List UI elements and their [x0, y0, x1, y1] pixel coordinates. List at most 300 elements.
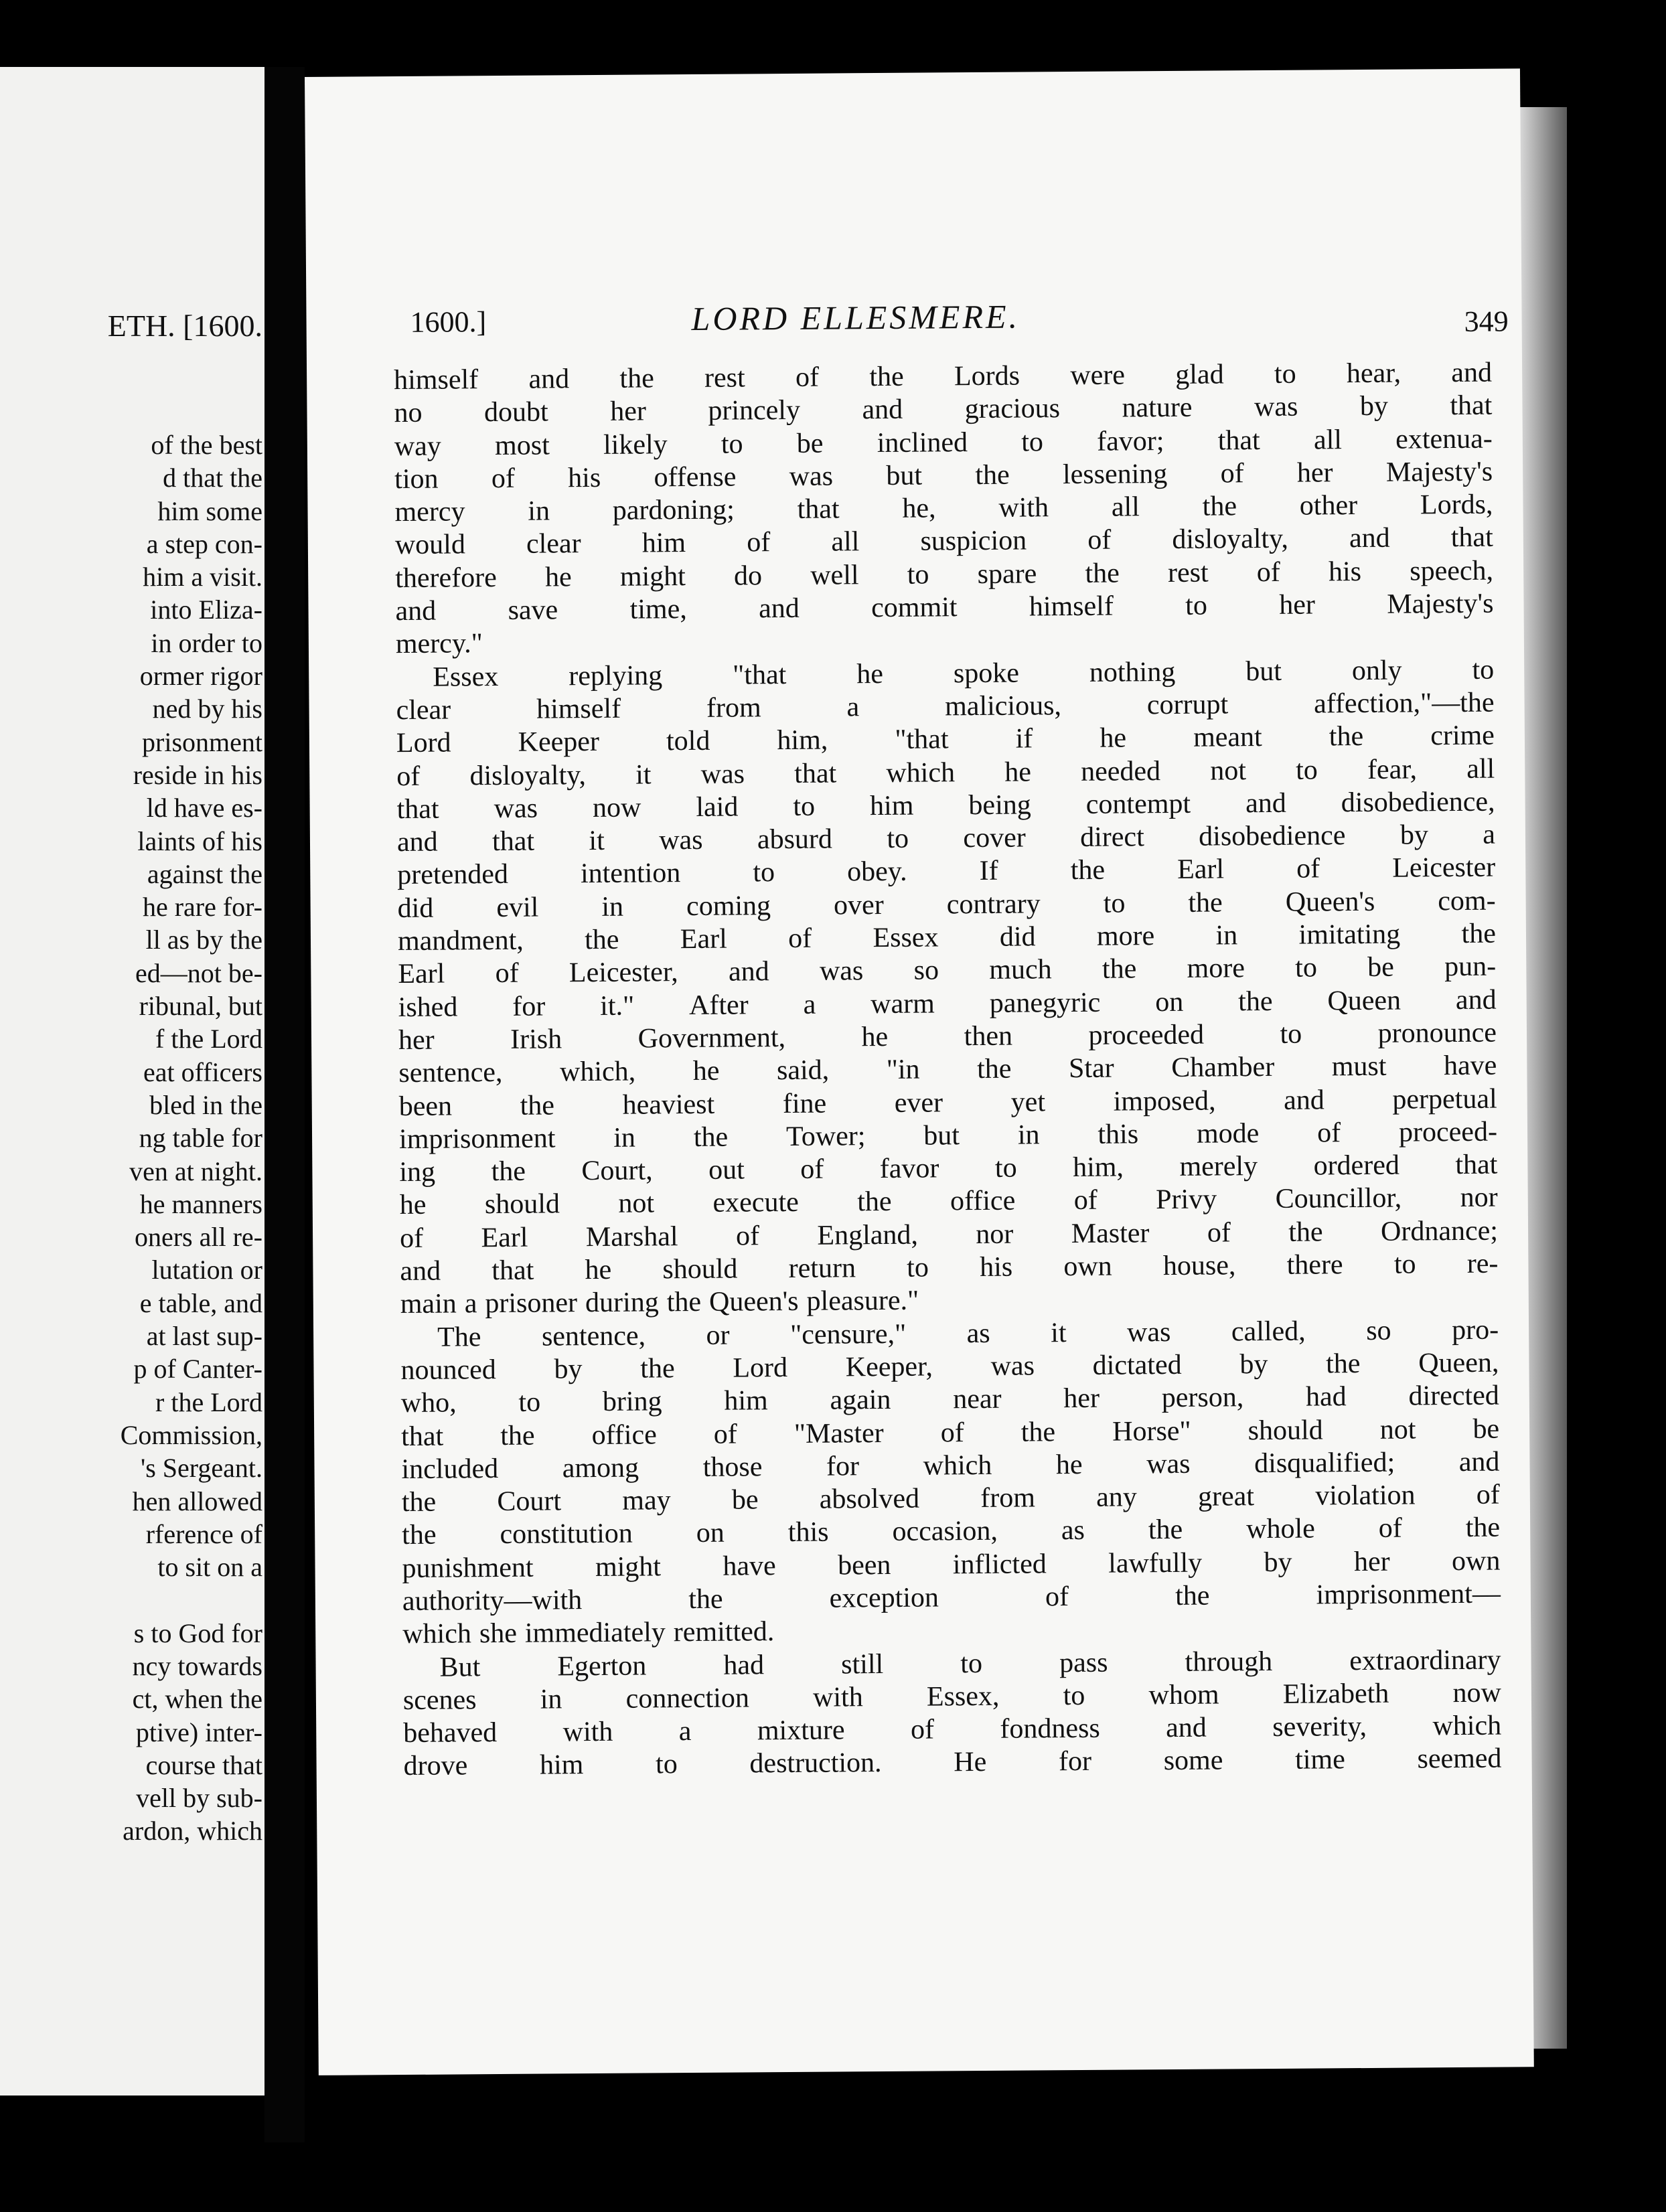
facing-page-line: ven at night.: [129, 1156, 262, 1186]
facing-page-line: oners all re-: [134, 1222, 262, 1253]
word: which: [1432, 1710, 1502, 1742]
word: own: [1063, 1251, 1112, 1283]
word: direct: [1080, 821, 1144, 854]
word: pleasure.": [806, 1285, 919, 1318]
word: still: [841, 1648, 884, 1680]
word: but: [886, 460, 923, 491]
word: and: [396, 826, 438, 858]
facing-page-line: ormer rigor: [139, 661, 262, 692]
word: dictated: [1092, 1349, 1182, 1381]
word: to: [655, 1749, 678, 1780]
word: Lords,: [1420, 489, 1493, 521]
word: corrupt: [1146, 689, 1229, 721]
word: he: [692, 1055, 720, 1087]
word: severity,: [1272, 1711, 1367, 1743]
facing-page-line: ed—not be-: [135, 957, 262, 988]
facing-page-text: [0, 428, 262, 1848]
word: the: [869, 361, 904, 393]
word: spare: [977, 558, 1037, 590]
word: "censure,": [789, 1318, 907, 1350]
word: nor: [1460, 1182, 1498, 1214]
word: of: [491, 463, 516, 494]
word: Earl: [398, 958, 445, 990]
word: that: [396, 793, 439, 825]
word: a: [846, 692, 860, 723]
word: great: [1197, 1481, 1255, 1512]
word: all: [1111, 491, 1140, 523]
facing-page-line: he manners: [139, 1188, 262, 1219]
word: to: [960, 1648, 983, 1679]
facing-page-line: vell by sub-: [136, 1783, 262, 1814]
word: connection: [625, 1682, 750, 1715]
word: that: [794, 758, 837, 789]
word: Queen's: [1285, 886, 1375, 918]
word: he: [856, 658, 884, 690]
word: from: [706, 692, 761, 724]
word: Leicester,: [569, 957, 678, 989]
word: of: [910, 1714, 935, 1745]
word: some: [1163, 1745, 1223, 1777]
word: mandment,: [397, 925, 524, 957]
word: be: [731, 1484, 759, 1516]
word: more: [1096, 921, 1155, 952]
word: was: [1126, 1316, 1171, 1348]
word: in: [613, 1122, 636, 1154]
word: nounced: [400, 1354, 496, 1386]
word: mode: [1196, 1117, 1260, 1150]
word: that: [797, 493, 840, 526]
word: out: [708, 1154, 745, 1186]
word: to: [1063, 1680, 1085, 1712]
word: likely: [603, 428, 668, 461]
facing-page-line: rference of: [145, 1518, 262, 1549]
word: himself: [536, 693, 621, 725]
word: to: [793, 791, 816, 822]
word: that: [1217, 424, 1260, 457]
word: which: [402, 1618, 472, 1650]
word: Chamber: [1171, 1052, 1275, 1084]
word: might: [595, 1551, 662, 1583]
word: to: [1393, 1249, 1416, 1280]
word: so: [1366, 1315, 1391, 1346]
word: disloyalty,: [469, 759, 587, 791]
word: Ordnance;: [1380, 1215, 1499, 1247]
facing-page-line: ncy towards: [132, 1650, 262, 1681]
word: Majesty's: [1387, 588, 1494, 620]
word: she: [479, 1618, 518, 1650]
facing-page: [0, 67, 267, 2096]
word: did: [999, 921, 1036, 953]
word: of: [1296, 853, 1320, 885]
word: disobedience,: [1341, 786, 1495, 819]
word: the: [520, 1089, 555, 1121]
word: of: [396, 761, 421, 792]
word: pass: [1059, 1647, 1108, 1678]
word: by: [1239, 1348, 1268, 1380]
word: whom: [1148, 1679, 1219, 1711]
word: of: [1256, 556, 1281, 588]
word: to: [1021, 426, 1044, 458]
word: his: [979, 1251, 1013, 1283]
facing-page-line: s to God for: [133, 1617, 262, 1648]
word: drove: [403, 1750, 468, 1782]
word: to: [1295, 755, 1318, 786]
word: him,: [777, 724, 828, 757]
word: himself: [1029, 590, 1114, 623]
running-head: [410, 289, 1509, 350]
word: to: [907, 559, 929, 590]
word: the: [976, 1053, 1012, 1085]
word: directed: [1408, 1380, 1499, 1412]
word: included: [401, 1453, 499, 1485]
word: been: [837, 1549, 891, 1581]
word: during: [585, 1287, 659, 1319]
word: lawfully: [1108, 1547, 1203, 1579]
word: as: [966, 1318, 990, 1349]
facing-page-line: ld have es-: [146, 793, 262, 823]
word: for: [512, 991, 546, 1022]
word: glad: [1175, 359, 1224, 390]
word: ever: [894, 1087, 943, 1119]
word: favor;: [1097, 425, 1164, 457]
word: extenua-: [1395, 423, 1493, 455]
word: his: [1328, 556, 1362, 588]
word: her: [610, 396, 647, 428]
facing-page-line: him some: [157, 495, 262, 526]
word: all: [1466, 753, 1495, 785]
word: contempt: [1085, 788, 1191, 820]
word: Horse": [1112, 1415, 1191, 1447]
word: by: [1359, 391, 1389, 422]
word: it: [635, 759, 652, 791]
word: imprisonment: [398, 1123, 556, 1155]
word: other: [1299, 490, 1358, 522]
word: over: [833, 889, 884, 921]
word: he: [1100, 722, 1127, 754]
word: there: [1286, 1249, 1343, 1281]
word: needed: [1080, 755, 1161, 787]
book-page: [305, 68, 1534, 2075]
word: of: [1378, 1513, 1402, 1545]
word: the: [585, 924, 619, 956]
facing-page-line: into Eliza-: [150, 595, 262, 625]
facing-page-line: to sit on a: [157, 1552, 262, 1583]
word: the: [1202, 491, 1237, 522]
word: mercy: [394, 496, 465, 528]
word: was: [1254, 391, 1298, 423]
word: those: [702, 1451, 763, 1483]
word: did: [397, 892, 434, 924]
word: the: [402, 1520, 437, 1551]
word: save: [508, 595, 558, 626]
word: had: [1305, 1381, 1347, 1413]
word: affection,"—the: [1313, 687, 1495, 720]
word: and: [728, 956, 769, 988]
word: his: [568, 462, 601, 494]
word: destruction.: [749, 1747, 882, 1780]
book-gutter: [264, 67, 305, 2142]
word: who,: [400, 1387, 457, 1419]
word: of: [800, 1154, 824, 1185]
word: behaved: [403, 1717, 498, 1749]
word: the: [1461, 918, 1497, 950]
facing-page-line: him a visit.: [143, 562, 262, 592]
word: punishment: [402, 1552, 534, 1584]
word: Lord: [396, 727, 451, 759]
word: commit: [871, 592, 958, 624]
word: and: [862, 394, 903, 426]
word: offense: [654, 461, 737, 493]
word: by: [1399, 819, 1429, 851]
word: fine: [782, 1088, 827, 1119]
word: evil: [496, 892, 539, 923]
word: would: [394, 529, 466, 561]
word: the: [640, 1353, 675, 1385]
word: her: [1063, 1382, 1100, 1415]
word: to: [1185, 590, 1208, 621]
word: "that: [733, 659, 787, 691]
facing-page-line: d that the: [163, 463, 262, 493]
word: of: [795, 362, 820, 393]
word: the: [666, 1287, 702, 1318]
word: ished: [398, 992, 458, 1023]
word: rest: [704, 362, 745, 394]
word: was: [659, 825, 703, 856]
word: this: [787, 1516, 829, 1549]
word: a: [464, 1288, 477, 1320]
word: in: [528, 495, 550, 527]
word: inflicted: [952, 1549, 1047, 1580]
word: Queen: [1327, 985, 1402, 1017]
word: hear,: [1346, 358, 1402, 390]
word: the: [693, 1121, 729, 1153]
word: office: [950, 1186, 1016, 1217]
word: pretended: [397, 859, 509, 891]
word: it: [589, 825, 605, 857]
word: time: [1294, 1744, 1345, 1776]
word: he: [399, 1190, 427, 1221]
word: return: [788, 1253, 856, 1285]
facing-page-line: lutation or: [151, 1255, 262, 1285]
word: and: [1455, 984, 1497, 1016]
word: in: [601, 891, 624, 923]
word: intention: [580, 858, 681, 890]
word: on: [696, 1518, 725, 1549]
word: only: [1351, 655, 1402, 686]
word: to: [907, 1252, 929, 1283]
facing-page-line: at last sup-: [146, 1321, 262, 1352]
word: was: [789, 461, 834, 492]
word: fondness: [1000, 1713, 1100, 1745]
word: through: [1185, 1646, 1273, 1678]
text-line: [403, 1743, 1501, 1784]
word: so: [913, 955, 939, 987]
word: the: [1465, 1512, 1501, 1544]
word: the: [491, 1156, 526, 1188]
word: proceeded: [1088, 1019, 1205, 1051]
word: were: [1070, 360, 1126, 392]
word: Elizabeth: [1282, 1678, 1389, 1710]
word: Privy: [1156, 1184, 1217, 1216]
word: proceed-: [1398, 1116, 1498, 1148]
word: or: [706, 1320, 730, 1351]
word: obey.: [847, 856, 907, 888]
word: "that: [895, 724, 949, 756]
running-head-date: 1600.]: [410, 305, 487, 339]
word: Lords: [954, 360, 1020, 392]
word: no: [394, 398, 423, 429]
word: constitution: [500, 1518, 633, 1551]
word: nor: [976, 1218, 1014, 1250]
word: more: [1187, 953, 1245, 985]
word: should: [484, 1188, 560, 1220]
word: England,: [817, 1219, 919, 1251]
word: person,: [1161, 1382, 1244, 1414]
word: way: [394, 430, 441, 462]
word: Keeper: [518, 726, 600, 759]
word: Councillor,: [1275, 1183, 1402, 1215]
word: well: [810, 560, 859, 591]
word: that: [491, 825, 535, 858]
word: was: [700, 759, 745, 790]
word: meant: [1193, 722, 1262, 754]
word: of: [735, 1220, 760, 1252]
word: He: [954, 1747, 987, 1778]
word: speech,: [1410, 555, 1494, 587]
word: among: [562, 1452, 639, 1484]
word: by: [1264, 1547, 1292, 1578]
word: merely: [1179, 1151, 1258, 1183]
word: remitted.: [673, 1616, 775, 1648]
word: of: [1087, 525, 1112, 556]
word: him: [539, 1749, 584, 1782]
word: to: [1472, 654, 1495, 686]
page-number: 349: [1464, 305, 1509, 338]
word: that: [1455, 1149, 1498, 1181]
word: violation: [1315, 1480, 1416, 1512]
word: disloyalty,: [1172, 524, 1289, 556]
word: pronounce: [1377, 1017, 1497, 1049]
facing-page-running-head: ETH. [1600.: [107, 309, 262, 343]
word: might: [619, 560, 686, 592]
word: have: [1443, 1050, 1497, 1082]
word: com-: [1438, 885, 1496, 917]
word: on: [1155, 986, 1184, 1018]
facing-page-line: against the: [147, 858, 262, 889]
word: him,: [1072, 1152, 1124, 1184]
word: Court: [497, 1486, 562, 1518]
word: he: [861, 1021, 889, 1053]
facing-page-line: bled in the: [149, 1089, 262, 1120]
word: mercy.": [395, 628, 483, 660]
word: and: [1349, 523, 1390, 554]
word: her: [1279, 589, 1316, 621]
facing-page-line: hen allowed: [132, 1486, 262, 1516]
word: with: [998, 492, 1049, 524]
word: Egerton: [557, 1650, 647, 1682]
word: he,: [902, 493, 936, 524]
word: to: [1103, 888, 1126, 919]
word: be: [796, 428, 824, 459]
word: told: [666, 726, 710, 757]
word: re-: [1466, 1248, 1499, 1279]
word: the: [1070, 855, 1106, 886]
word: a: [678, 1716, 692, 1747]
word: of: [399, 1222, 424, 1254]
word: this: [1097, 1119, 1139, 1150]
word: her: [1353, 1546, 1390, 1577]
word: seemed: [1417, 1743, 1502, 1775]
word: in: [1215, 920, 1238, 951]
word: nature: [1122, 392, 1193, 424]
word: should: [662, 1253, 738, 1285]
word: pardoning;: [612, 494, 735, 526]
word: may: [622, 1485, 671, 1516]
word: for: [826, 1451, 860, 1482]
word: pun-: [1444, 951, 1497, 983]
word: and: [1166, 1712, 1207, 1744]
word: him: [641, 528, 686, 559]
word: occasion,: [892, 1516, 998, 1548]
word: nothing: [1089, 656, 1176, 688]
word: imposed,: [1113, 1085, 1216, 1117]
word: of: [1317, 1117, 1341, 1149]
word: in: [540, 1684, 562, 1715]
facing-page-line: ll as by the: [145, 925, 262, 955]
word: that: [1450, 522, 1493, 554]
word: was: [1146, 1448, 1191, 1480]
facing-page-line: [0, 1583, 262, 1616]
word: he: [585, 1254, 612, 1286]
word: which: [923, 1449, 992, 1482]
word: and: [395, 595, 437, 627]
word: himself: [394, 364, 479, 396]
word: the: [857, 1186, 892, 1218]
word: to: [994, 1152, 1017, 1184]
word: Majesty's: [1385, 456, 1493, 488]
word: therefore: [395, 562, 497, 594]
word: much: [989, 954, 1052, 986]
word: that: [401, 1421, 444, 1452]
word: near: [953, 1383, 1002, 1415]
word: rest: [1167, 557, 1209, 588]
word: clear: [526, 528, 581, 560]
word: was: [494, 793, 538, 824]
word: by: [554, 1354, 583, 1385]
word: with: [562, 1717, 613, 1748]
word: and: [1458, 1446, 1500, 1478]
word: to: [518, 1387, 541, 1419]
word: with: [812, 1682, 863, 1713]
facing-page-line: Commission,: [120, 1419, 262, 1450]
word: But: [439, 1651, 481, 1683]
word: Marshal: [585, 1220, 678, 1253]
word: now: [592, 792, 641, 823]
word: Queen,: [1418, 1347, 1499, 1379]
word: "Master: [793, 1417, 884, 1449]
word: of: [940, 1417, 964, 1448]
word: the: [619, 363, 654, 394]
word: and: [758, 592, 800, 625]
word: scenes: [402, 1684, 477, 1716]
word: Earl: [481, 1222, 528, 1253]
word: of: [787, 923, 812, 955]
word: her: [398, 1024, 435, 1056]
word: to: [1280, 1018, 1302, 1050]
word: imitating: [1298, 919, 1401, 951]
word: to: [721, 428, 743, 460]
word: After: [688, 990, 749, 1021]
